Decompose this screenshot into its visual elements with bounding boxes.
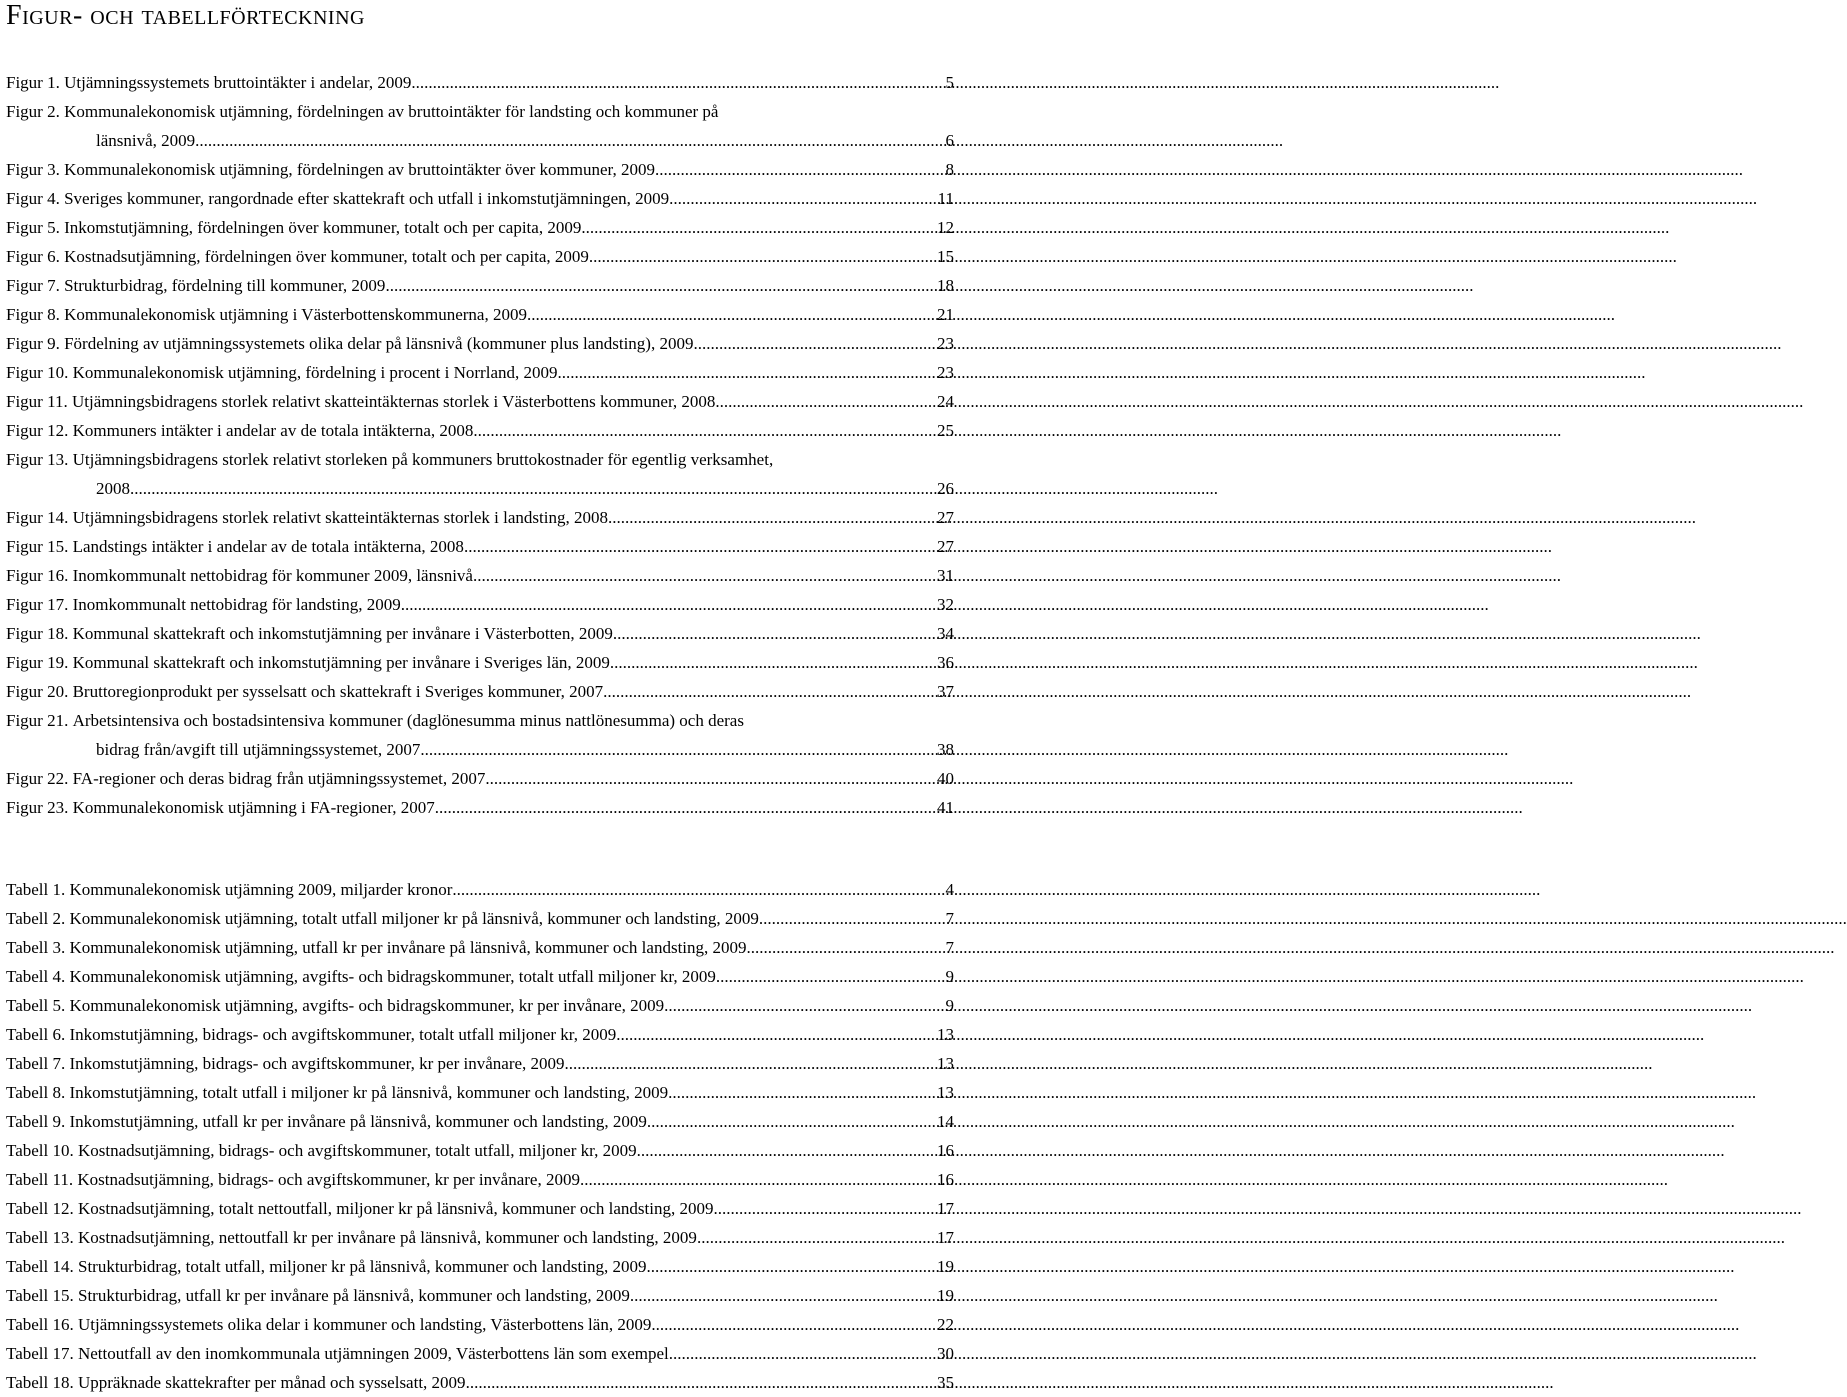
table-entry-line	[6, 933, 954, 962]
page-number[interactable]: 38	[937, 740, 954, 759]
figure-entry-line	[6, 706, 954, 735]
figure-entry[interactable]	[6, 68, 954, 97]
dot-leader	[693, 329, 935, 358]
table-entry[interactable]	[6, 1049, 954, 1078]
page-number[interactable]: 35	[937, 1373, 954, 1392]
figure-entry-title: Inomkommunalt nettobidrag för landsting, 2009	[72, 595, 401, 614]
dot-leader	[668, 1078, 935, 1107]
dot-leader	[616, 1020, 935, 1049]
table-entry[interactable]	[6, 1223, 954, 1252]
table-entry-title: Kommunalekonomisk utjämning 2009, miljarder kronor	[69, 880, 453, 899]
dot-leader	[608, 503, 935, 532]
figure-entry-title: Kommunalekonomisk utjämning, fördelning i procent i Norrland, 2009	[72, 363, 558, 382]
figure-entry-label: Figur 16.	[6, 566, 69, 585]
figure-entry-title: Utjämningsbidragens storlek relativt skatteintäkternas storlek i Västerbottens kommuner, 2008	[71, 392, 716, 411]
figure-entry[interactable]	[6, 358, 954, 387]
table-entry-label: Tabell 18.	[6, 1373, 74, 1392]
page-number[interactable]: 19	[937, 1257, 954, 1276]
table-entry-line	[6, 1136, 954, 1165]
figure-entry[interactable]	[6, 590, 954, 619]
figure-entry[interactable]	[6, 619, 954, 648]
figure-entry[interactable]	[6, 155, 954, 184]
figure-list	[6, 68, 954, 822]
dot-leader	[647, 1107, 935, 1136]
page-number[interactable]: 21	[937, 305, 954, 324]
table-entry-label: Tabell 16.	[6, 1315, 74, 1334]
dot-leader	[637, 1136, 935, 1165]
page-number[interactable]: 16	[937, 1170, 954, 1189]
dot-leader	[716, 962, 944, 991]
dot-leader	[565, 1049, 935, 1078]
table-entry-label: Tabell 6.	[6, 1025, 66, 1044]
figure-entry-title: Utjämningsbidragens storlek relativt storleken på kommuners bruttokostnader för egentlig verksamhet,	[72, 450, 774, 469]
figure-entry[interactable]	[6, 706, 954, 764]
figure-entry-line	[6, 735, 954, 764]
table-entry-title: Kommunalekonomisk utjämning, utfall kr per invånare på länsnivå, kommuner och landsting, 2009	[69, 938, 747, 957]
figure-entry-title: Sveriges kommuner, rangordnade efter skattekraft och utfall i inkomstutjämningen, 2009	[64, 189, 670, 208]
figure-entry-line	[6, 416, 954, 445]
figure-entry-line	[6, 300, 954, 329]
table-entry-line	[6, 1310, 954, 1339]
dot-leader	[589, 242, 935, 271]
figure-entry[interactable]	[6, 387, 954, 416]
figure-entry-title: Kommunalekonomisk utjämning, fördelningen av bruttointäkter över kommuner, 2009	[64, 160, 655, 179]
dot-leader	[557, 358, 935, 387]
figure-entry[interactable]	[6, 677, 954, 706]
page-number[interactable]: 41	[937, 798, 954, 817]
table-entry[interactable]	[6, 904, 954, 933]
table-entry-label: Tabell 17.	[6, 1344, 74, 1363]
table-entry-title: Uppräknade skattekrafter per månad och sysselsatt, 2009	[77, 1373, 466, 1392]
page-number[interactable]: 25	[937, 421, 954, 440]
dot-leader	[759, 904, 944, 933]
figure-entry-line	[6, 213, 954, 242]
table-entry-line	[6, 962, 954, 991]
dot-leader	[580, 1165, 935, 1194]
page-number[interactable]: 6	[945, 131, 954, 150]
page-number[interactable]: 40	[937, 769, 954, 788]
figure-entry-label: Figur 19.	[6, 653, 69, 672]
table-entry-label: Tabell 14.	[6, 1257, 74, 1276]
figure-entry[interactable]	[6, 764, 954, 793]
page-number[interactable]: 18	[937, 276, 954, 295]
figure-entry-title: Arbetsintensiva och bostadsintensiva kommuner (daglönesumma minus nattlönesumma) och deras	[72, 711, 744, 730]
table-entry-line	[6, 991, 954, 1020]
dot-leader	[130, 474, 935, 503]
dot-leader	[630, 1281, 935, 1310]
figure-entry-label: Figur 14.	[6, 508, 69, 527]
page-number[interactable]: 27	[937, 537, 954, 556]
page-title: Figur- och tabellförteckning	[6, 0, 365, 31]
figure-entry[interactable]	[6, 445, 954, 503]
dot-leader	[464, 532, 935, 561]
table-entry-label: Tabell 12.	[6, 1199, 74, 1218]
page-number[interactable]: 7	[945, 909, 954, 928]
table-entry[interactable]	[6, 962, 954, 991]
figure-entry-label: Figur 17.	[6, 595, 69, 614]
table-entry-line	[6, 904, 954, 933]
figure-entry-title: Utjämningsbidragens storlek relativt skatteintäkternas storlek i landsting, 2008	[72, 508, 608, 527]
page-number[interactable]: 36	[937, 653, 954, 672]
table-entry[interactable]	[6, 1020, 954, 1049]
figure-entry[interactable]	[6, 213, 954, 242]
table-entry-line	[6, 1049, 954, 1078]
dot-leader	[610, 648, 935, 677]
table-entry[interactable]	[6, 1368, 954, 1397]
page-number[interactable]: 4	[945, 880, 954, 899]
page-number[interactable]: 5	[945, 73, 954, 92]
table-entry-line	[6, 1020, 954, 1049]
figure-entry-line	[6, 97, 954, 126]
figure-entry-line	[6, 793, 954, 822]
table-entry-title: Kommunalekonomisk utjämning, avgifts- och bidragskommuner, totalt utfall miljoner kr, 2009	[69, 967, 716, 986]
table-entry[interactable]	[6, 1339, 954, 1368]
figure-entry-line	[6, 271, 954, 300]
figure-entry[interactable]	[6, 416, 954, 445]
figure-entry-title: Kommuners intäkter i andelar av de totala intäkterna, 2008	[72, 421, 474, 440]
page-number[interactable]: 27	[937, 508, 954, 527]
table-entry-label: Tabell 3.	[6, 938, 66, 957]
figure-entry-label: Figur 18.	[6, 624, 69, 643]
dot-leader	[527, 300, 935, 329]
figure-entry-title: Fördelning av utjämningssystemets olika delar på länsnivå (kommuner plus landsting), 2009	[64, 334, 694, 353]
figure-entry[interactable]	[6, 329, 954, 358]
table-entry-title: Strukturbidrag, utfall kr per invånare på länsnivå, kommuner och landsting, 2009	[77, 1286, 630, 1305]
figure-entry-line	[6, 561, 954, 590]
figure-entry-title: Kommunalekonomisk utjämning, fördelningen av bruttointäkter för landsting och kommuner på	[64, 102, 719, 121]
dot-leader	[195, 126, 943, 155]
table-entry-title: Kommunalekonomisk utjämning, totalt utfall miljoner kr på länsnivå, kommuner och landsting, 2009	[69, 909, 759, 928]
figure-entry-label: Figur 9.	[6, 334, 60, 353]
dot-leader	[613, 619, 935, 648]
table-entry-label: Tabell 1.	[6, 880, 66, 899]
page-number[interactable]: 13	[937, 1083, 954, 1102]
table-entry-title: Kostnadsutjämning, nettoutfall kr per invånare på länsnivå, kommuner och landsting, 2009	[77, 1228, 697, 1247]
table-entry-label: Tabell 7.	[6, 1054, 66, 1073]
table-entry-title: Kommunalekonomisk utjämning, avgifts- och bidragskommuner, kr per invånare, 2009	[69, 996, 665, 1015]
table-entry-label: Tabell 15.	[6, 1286, 74, 1305]
figure-entry-line	[6, 764, 954, 793]
figure-entry-label: Figur 5.	[6, 218, 60, 237]
figure-entry-line	[6, 503, 954, 532]
table-entry-line	[6, 1281, 954, 1310]
figure-entry-line	[6, 648, 954, 677]
figure-entry-title: Inomkommunalt nettobidrag för kommuner 2009, länsnivå	[72, 566, 473, 585]
figure-entry-title: Kommunal skattekraft och inkomstutjämning per invånare i Västerbotten, 2009	[72, 624, 613, 643]
page-number[interactable]: 9	[945, 996, 954, 1015]
dot-leader	[401, 590, 935, 619]
figure-entry-label: Figur 1.	[6, 73, 60, 92]
figure-entry[interactable]	[6, 532, 954, 561]
figure-entry-line	[6, 155, 954, 184]
dot-leader	[385, 271, 935, 300]
page-number[interactable]: 26	[937, 479, 954, 498]
figure-entry-line	[6, 126, 954, 155]
figure-entry-label: Figur 23.	[6, 798, 69, 817]
page-number[interactable]: 11	[937, 189, 954, 208]
figure-entry-title: FA-regioner och deras bidrag från utjämningssystemet, 2007	[72, 769, 486, 788]
figure-entry[interactable]	[6, 242, 954, 271]
table-entry-line	[6, 1165, 954, 1194]
table-entry-title: Kostnadsutjämning, bidrags- och avgiftskommuner, totalt utfall, miljoner kr, 2009	[77, 1141, 637, 1160]
table-entry-label: Tabell 9.	[6, 1112, 66, 1131]
dot-leader	[655, 155, 944, 184]
table-entry-label: Tabell 5.	[6, 996, 66, 1015]
figure-entry-label: Figur 6.	[6, 247, 60, 266]
table-entry-title: Kostnadsutjämning, bidrags- och avgiftskommuner, kr per invånare, 2009	[77, 1170, 580, 1189]
page-number[interactable]: 9	[945, 967, 954, 986]
table-entry[interactable]	[6, 1136, 954, 1165]
table-entry[interactable]	[6, 1165, 954, 1194]
figure-entry-line	[6, 387, 954, 416]
dot-leader	[473, 561, 935, 590]
figure-entry[interactable]	[6, 97, 954, 155]
page-number[interactable]: 7	[945, 938, 954, 957]
table-entry-title: Inkomstutjämning, bidrags- och avgiftskommuner, totalt utfall miljoner kr, 2009	[69, 1025, 617, 1044]
table-entry-label: Tabell 8.	[6, 1083, 66, 1102]
page-number[interactable]: 34	[937, 624, 954, 643]
table-entry-title: Strukturbidrag, totalt utfall, miljoner kr på länsnivå, kommuner och landsting, 2009	[77, 1257, 647, 1276]
figure-entry-line	[6, 68, 954, 97]
figure-entry[interactable]	[6, 648, 954, 677]
page-number[interactable]: 17	[937, 1228, 954, 1247]
dot-leader	[697, 1223, 935, 1252]
page-number[interactable]: 16	[937, 1141, 954, 1160]
dot-leader	[714, 1194, 936, 1223]
figure-entry-line	[6, 329, 954, 358]
table-entry-line	[6, 1339, 954, 1368]
table-entry-title: Kostnadsutjämning, totalt nettoutfall, miljoner kr på länsnivå, kommuner och landsting, 2009	[77, 1199, 714, 1218]
figure-entry-line	[6, 677, 954, 706]
page-number[interactable]: 22	[937, 1315, 954, 1334]
figure-entry-label: Figur 12.	[6, 421, 69, 440]
figure-entry-label: Figur 10.	[6, 363, 69, 382]
table-entry[interactable]	[6, 933, 954, 962]
figure-entry-title: Landstings intäkter i andelar av de totala intäkterna, 2008	[72, 537, 464, 556]
page-number[interactable]: 31	[937, 566, 954, 585]
page-number[interactable]: 15	[937, 247, 954, 266]
page-number[interactable]: 19	[937, 1286, 954, 1305]
figure-entry-label: Figur 21.	[6, 711, 69, 730]
page-number[interactable]: 24	[937, 392, 954, 411]
table-entry-title: Nettoutfall av den inomkommunala utjämningen 2009, Västerbottens län som exempel	[77, 1344, 669, 1363]
figure-entry-title: Kommunalekonomisk utjämning i FA-regioner, 2007	[72, 798, 435, 817]
figure-entry-title-cont: bidrag från/avgift till utjämningssystemet, 2007	[96, 740, 421, 759]
page-number[interactable]: 30	[937, 1344, 954, 1363]
figure-entry-title: Kommunalekonomisk utjämning i Västerbottenskommunerna, 2009	[64, 305, 527, 324]
page-number[interactable]: 13	[937, 1025, 954, 1044]
table-entry-line	[6, 1252, 954, 1281]
table-entry[interactable]	[6, 1281, 954, 1310]
page-number[interactable]: 17	[937, 1199, 954, 1218]
table-entry-title: Inkomstutjämning, totalt utfall i miljoner kr på länsnivå, kommuner och landsting, 2009	[69, 1083, 669, 1102]
page-number[interactable]: 12	[937, 218, 954, 237]
table-entry-line	[6, 875, 954, 904]
figure-entry-label: Figur 4.	[6, 189, 60, 208]
table-entry-line	[6, 1107, 954, 1136]
figure-entry[interactable]	[6, 503, 954, 532]
figure-entry[interactable]	[6, 561, 954, 590]
table-entry-line	[6, 1194, 954, 1223]
table-entry-title: Utjämningssystemets olika delar i kommuner och landsting, Västerbottens län, 2009	[77, 1315, 652, 1334]
dot-leader	[664, 991, 943, 1020]
figure-entry-line	[6, 184, 954, 213]
table-list	[6, 875, 954, 1397]
figure-entry-label: Figur 2.	[6, 102, 60, 121]
figure-entry[interactable]	[6, 793, 954, 822]
table-entry[interactable]	[6, 1194, 954, 1223]
figure-entry-line	[6, 445, 954, 474]
figure-entry-title: Inkomstutjämning, fördelningen över kommuner, totalt och per capita, 2009	[64, 218, 582, 237]
figure-entry-line	[6, 474, 954, 503]
table-entry-label: Tabell 11.	[6, 1170, 74, 1189]
figure-entry-label: Figur 8.	[6, 305, 60, 324]
figure-entry-title-cont: 2008	[96, 479, 130, 498]
table-entry-label: Tabell 4.	[6, 967, 66, 986]
table-entry[interactable]	[6, 1310, 954, 1339]
figure-entry-line	[6, 590, 954, 619]
dot-leader	[466, 1368, 935, 1397]
figure-entry-label: Figur 20.	[6, 682, 69, 701]
figure-entry-label: Figur 3.	[6, 160, 60, 179]
page-number[interactable]: 23	[937, 334, 954, 353]
dot-leader	[420, 735, 935, 764]
figure-entry-label: Figur 15.	[6, 537, 69, 556]
page-number[interactable]: 23	[937, 363, 954, 382]
dot-leader	[646, 1252, 935, 1281]
page-number[interactable]: 32	[937, 595, 954, 614]
table-entry-line	[6, 1368, 954, 1397]
figure-entry-title: Kostnadsutjämning, fördelningen över kommuner, totalt och per capita, 2009	[64, 247, 589, 266]
table-entry[interactable]	[6, 1107, 954, 1136]
dot-leader	[411, 68, 943, 97]
dot-leader	[603, 677, 935, 706]
page-number[interactable]: 13	[937, 1054, 954, 1073]
dot-leader	[473, 416, 935, 445]
table-entry-label: Tabell 13.	[6, 1228, 74, 1247]
figure-entry-label: Figur 22.	[6, 769, 69, 788]
dot-leader	[435, 793, 935, 822]
table-entry-title: Inkomstutjämning, bidrags- och avgiftskommuner, kr per invånare, 2009	[69, 1054, 565, 1073]
figure-entry-title: Utjämningssystemets bruttointäkter i andelar, 2009	[64, 73, 412, 92]
dot-leader	[747, 933, 944, 962]
table-entry[interactable]	[6, 991, 954, 1020]
figure-entry-line	[6, 532, 954, 561]
table-entry[interactable]	[6, 1078, 954, 1107]
page-number[interactable]: 37	[937, 682, 954, 701]
dot-leader	[669, 1339, 935, 1368]
figure-entry[interactable]	[6, 300, 954, 329]
table-entry-title: Inkomstutjämning, utfall kr per invånare på länsnivå, kommuner och landsting, 2009	[69, 1112, 647, 1131]
figure-entry-line	[6, 358, 954, 387]
dot-leader	[581, 213, 935, 242]
dot-leader	[651, 1310, 935, 1339]
dot-leader	[452, 875, 943, 904]
dot-leader	[485, 764, 935, 793]
figure-entry-label: Figur 11.	[6, 392, 68, 411]
dot-leader	[715, 387, 935, 416]
table-entry-line	[6, 1223, 954, 1252]
figure-entry-label: Figur 7.	[6, 276, 60, 295]
figure-entry-title: Kommunal skattekraft och inkomstutjämning per invånare i Sveriges län, 2009	[72, 653, 610, 672]
figure-entry-line	[6, 242, 954, 271]
figure-entry[interactable]	[6, 271, 954, 300]
page-number[interactable]: 8	[945, 160, 954, 179]
table-entry[interactable]	[6, 1252, 954, 1281]
table-entry-line	[6, 1078, 954, 1107]
dot-leader	[669, 184, 936, 213]
figure-entry-title: Bruttoregionprodukt per sysselsatt och skattekraft i Sveriges kommuner, 2007	[72, 682, 604, 701]
figure-entry-title-cont: länsnivå, 2009	[96, 131, 196, 150]
figure-entry[interactable]	[6, 184, 954, 213]
figure-entry-line	[6, 619, 954, 648]
page-number[interactable]: 14	[937, 1112, 954, 1131]
table-entry-label: Tabell 2.	[6, 909, 66, 928]
table-entry-label: Tabell 10.	[6, 1141, 74, 1160]
figure-entry-label: Figur 13.	[6, 450, 69, 469]
table-entry[interactable]	[6, 875, 954, 904]
figure-entry-title: Strukturbidrag, fördelning till kommuner, 2009	[64, 276, 386, 295]
